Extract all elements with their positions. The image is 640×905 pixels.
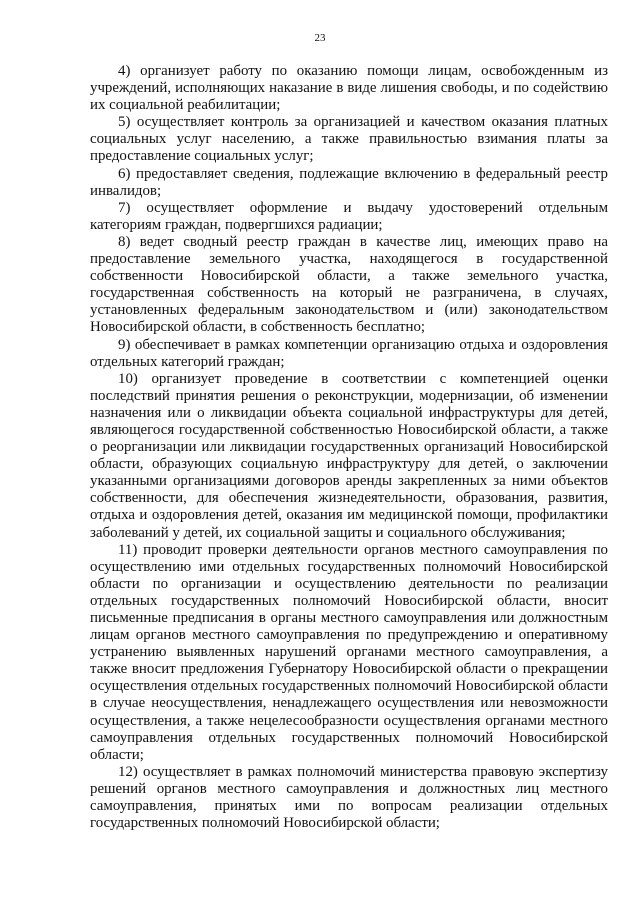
paragraph-item-4: 4) организует работу по оказанию помощи лицам, освобожденным из учреждений, исполняющих наказание в виде лишения свободы, и по содействию их социальной реабилитации; bbox=[90, 63, 608, 114]
paragraph-item-5: 5) осуществляет контроль за организацией и качеством оказания платных социальных услуг населению, а также правильностью взимания платы за предоставление социальных услуг; bbox=[90, 114, 608, 165]
paragraph-item-9: 9) обеспечивает в рамках компетенции организацию отдыха и оздоровления отдельных категорий граждан; bbox=[90, 336, 608, 370]
paragraph-item-12: 12) осуществляет в рамках полномочий министерства правовую экспертизу решений органов местного самоуправления и должностных лиц местного самоуправления, принятых ими по вопросам реализации отдельных государственных полномочий Новосибирской области; bbox=[90, 763, 608, 832]
paragraph-item-10: 10) организует проведение в соответствии с компетенцией оценки последствий принятия решения о реконструкции, модернизации, об изменении назначения или о ликвидации объекта социальной инфраструктуры для детей, являющегося государственной собственностью Новосибирской области, а также о реорганизации или ликвидации государственных организаций Новосибирской области, образующих социальную инфраструктуру для детей, о заключении указанными организациями договоров аренды закрепленных за ними объектов собственности, для обеспечения жизнедеятельности, образования, развития, отдыха и оздоровления детей, оказания им медицинской помощи, профилактики заболеваний у детей, их социальной защиты и социального обслуживания; bbox=[90, 370, 608, 541]
paragraph-item-6: 6) предоставляет сведения, подлежащие включению в федеральный реестр инвалидов; bbox=[90, 165, 608, 199]
page-number: 23 bbox=[314, 32, 326, 44]
paragraph-item-7: 7) осуществляет оформление и выдачу удостоверений отдельным категориям граждан, подвергшихся радиации; bbox=[90, 199, 608, 233]
document-body bbox=[90, 63, 608, 832]
paragraph-item-8: 8) ведет сводный реестр граждан в качестве лиц, имеющих право на предоставление земельного участка, находящегося в государственной собственности Новосибирской области, а также земельного участка, государственная собственность на который не разграничена, в случаях, установленных федеральным законодательством и (или) законодательством Новосибирской области, в собственность бесплатно; bbox=[90, 233, 608, 336]
paragraph-item-11: 11) проводит проверки деятельности органов местного самоуправления по осуществлению ими отдельных государственных полномочий Новосибирской области по организации и осуществлению деятельности по реализации отдельных государственных полномочий Новосибирской области, вносит письменные предписания в органы местного самоуправления или должностным лицам органов местного самоуправления по предупреждению и оперативному устранению выявленных нарушений органами местного самоуправления, а также вносит предложения Губернатору Новосибирской области о прекращении осуществления отдельных государственных полномочий Новосибирской области в случае неосуществления, ненадлежащего осуществления или невозможности осуществления, а также нецелесообразности осуществления органами местного самоуправления отдельных государственных полномочий Новосибирской области; bbox=[90, 541, 608, 763]
